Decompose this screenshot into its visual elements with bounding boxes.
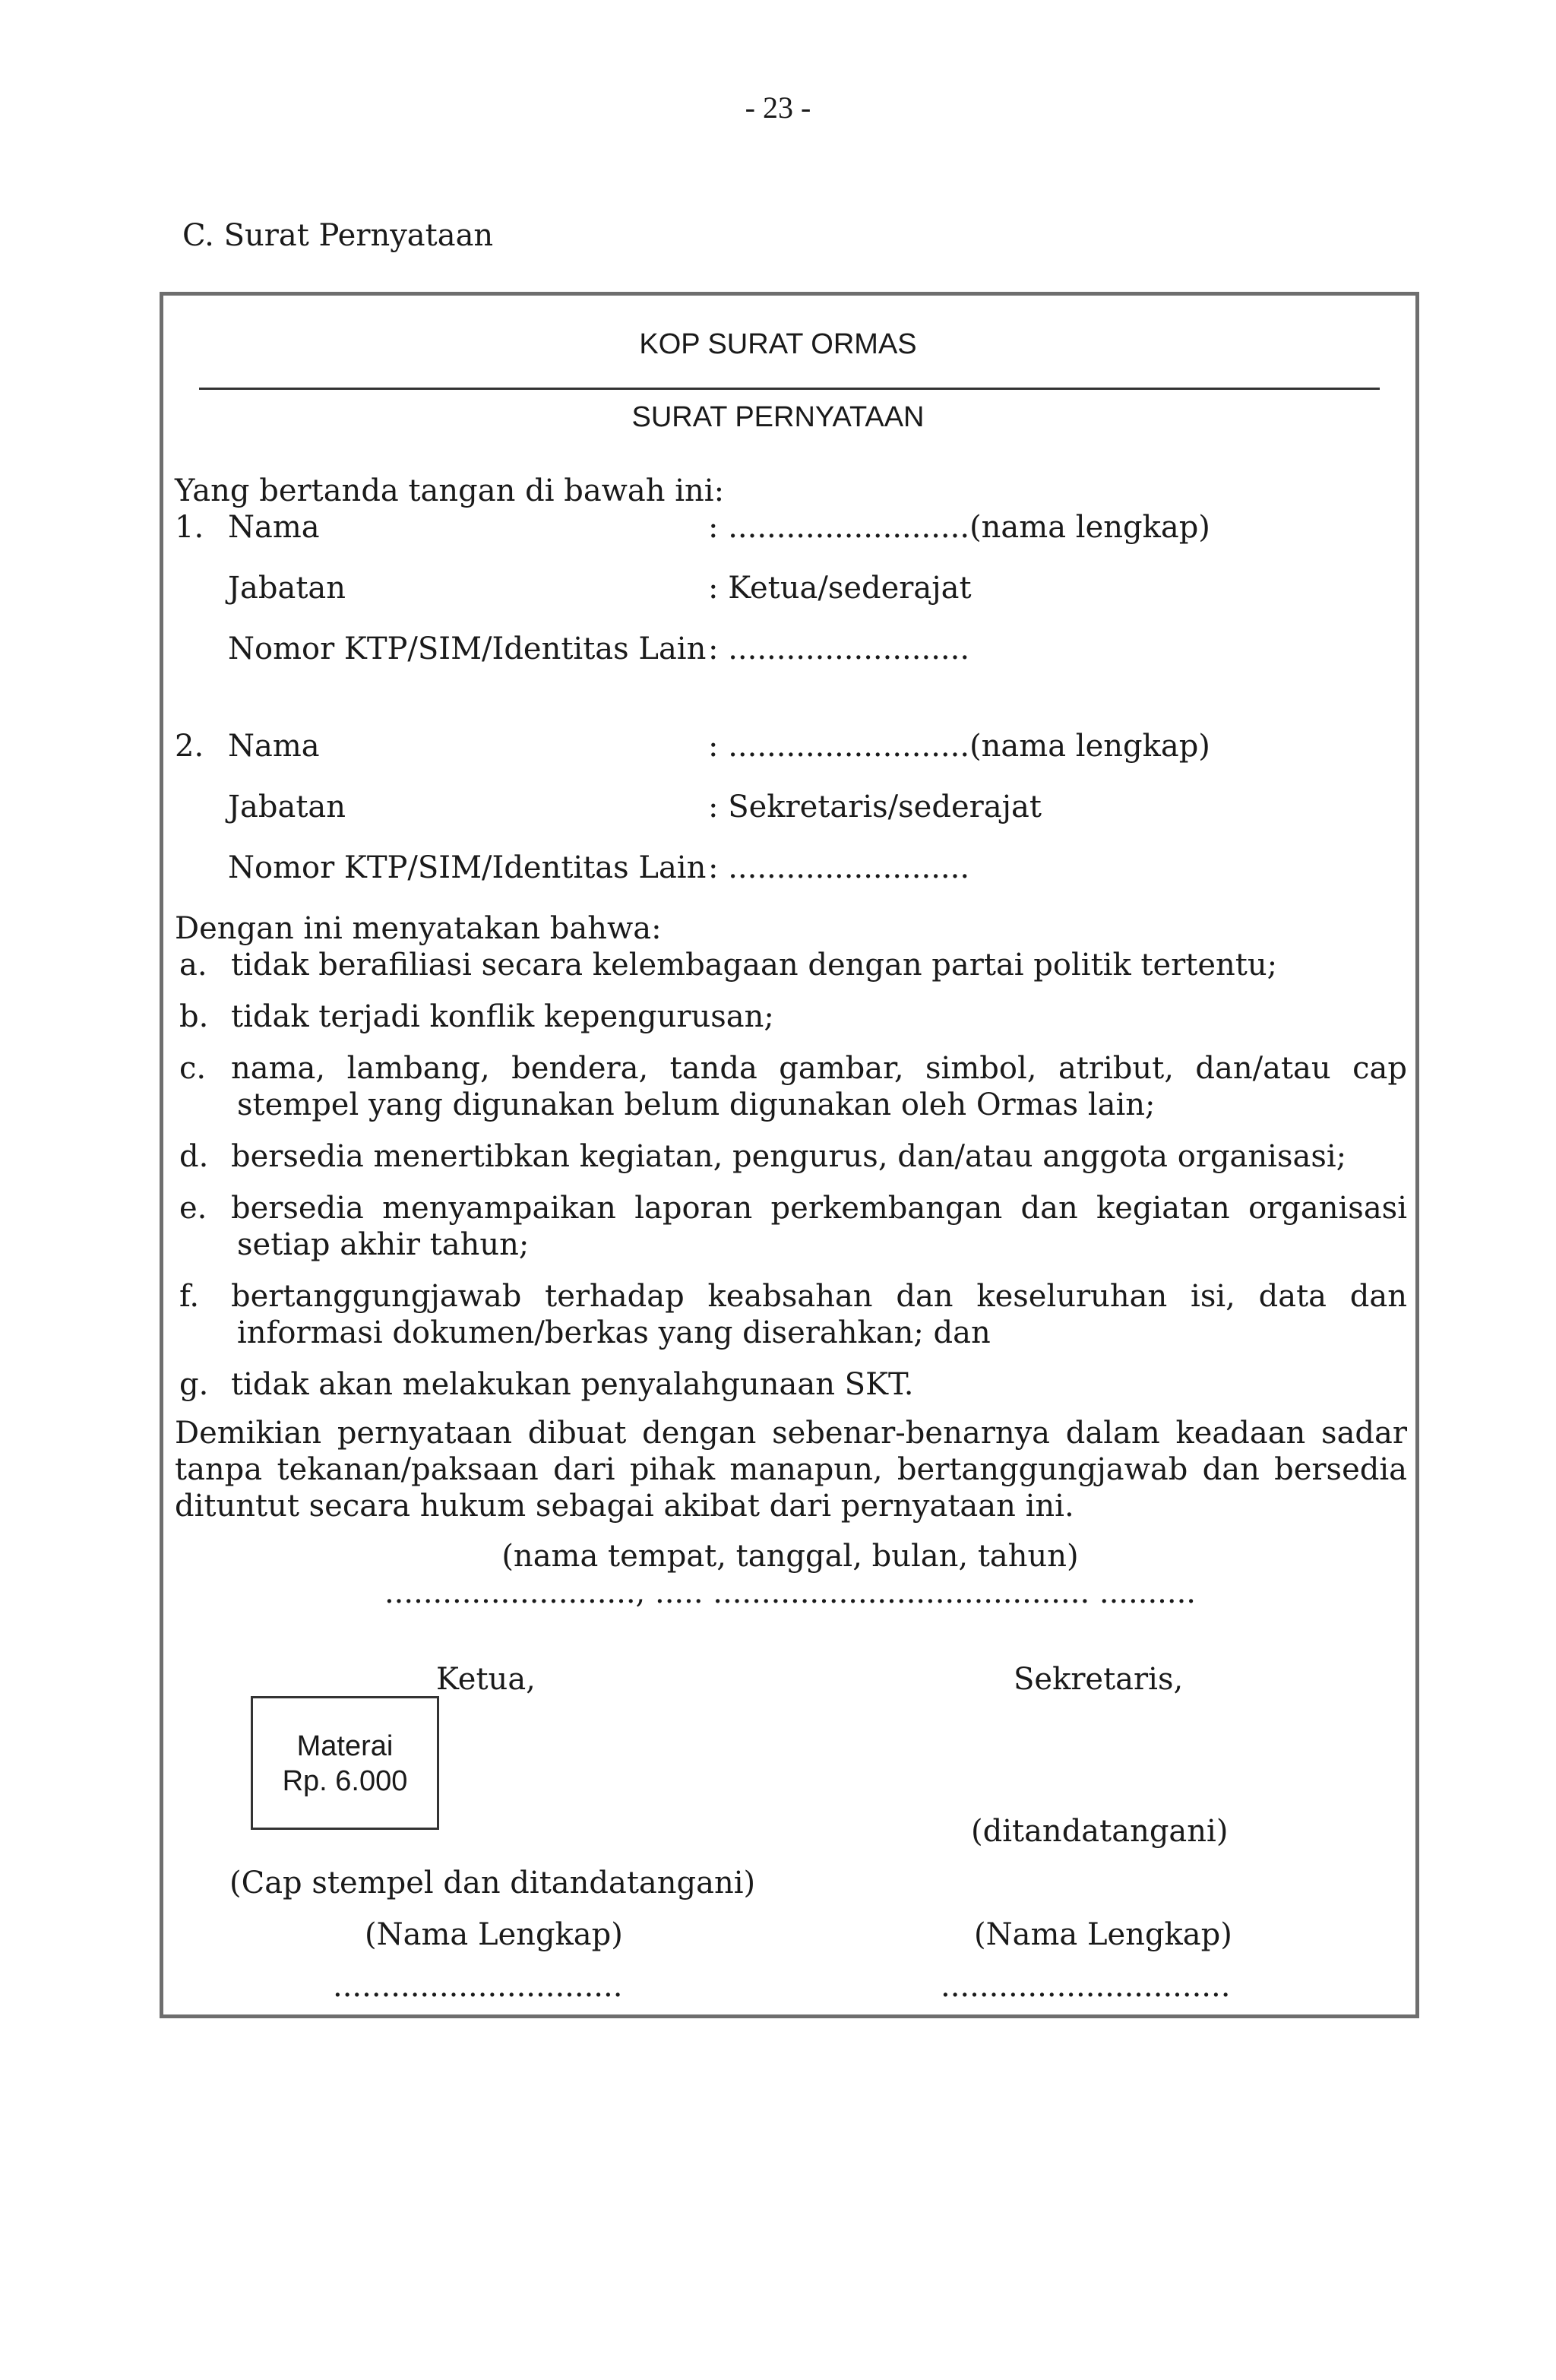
chairman-signed-note: (Cap stempel dan ditandatangani) [229, 1866, 756, 1901]
statement-text: bersedia menyampaikan laporan perkembangan dan kegiatan organisasi [231, 1191, 1407, 1226]
letterhead: KOP SURAT ORMAS [639, 328, 917, 360]
secretary-signed-note: (ditandatangani) [971, 1814, 1229, 1849]
statement-text: informasi dokumen/berkas yang diserahkan; dan [237, 1315, 991, 1350]
chairman-name-label: (Nama Lengkap) [365, 1917, 623, 1952]
field-label: Nama [228, 510, 320, 545]
form-title: SURAT PERNYATAAN [631, 401, 925, 433]
statement-text: bertanggungjawab terhadap keabsahan dan keseluruhan isi, data dan [231, 1279, 1407, 1314]
closing-paragraph-line: Demikian pernyataan dibuat dengan sebenar-benarnya dalam keadaan sadar [175, 1416, 1407, 1451]
secretary-name-label: (Nama Lengkap) [974, 1917, 1232, 1952]
field-label: Nama [228, 729, 320, 764]
chairman-name-dots: .............................. [333, 1969, 623, 2004]
closing-paragraph-line: dituntut secara hukum sebagai akibat dari pernyataan ini. [175, 1489, 1074, 1524]
field-value: : ......................... [708, 631, 970, 666]
stamp-text: Materai [296, 1730, 394, 1762]
statement-text: tidak terjadi konflik kepengurusan; [231, 999, 774, 1034]
statement-text: stempel yang digunakan belum digunakan oleh Ormas lain; [237, 1087, 1156, 1122]
statement-text: setiap akhir tahun; [237, 1227, 530, 1262]
statement-letter: c. [179, 1051, 207, 1086]
field-label: Jabatan [228, 790, 346, 824]
secretary-name-dots: .............................. [941, 1969, 1231, 2004]
field-value: : Ketua/sederajat [708, 571, 972, 606]
statement-letter: e. [179, 1191, 207, 1226]
field-label: Nomor KTP/SIM/Identitas Lain [228, 631, 707, 666]
field-value: : Sekretaris/sederajat [708, 790, 1042, 824]
secretary-role: Sekretaris, [1014, 1662, 1184, 1697]
statement-letter: a. [179, 948, 207, 983]
place-date-label: (nama tempat, tanggal, bulan, tahun) [501, 1539, 1079, 1574]
letterhead-divider [199, 388, 1380, 390]
stamp-amount: Rp. 6.000 [282, 1765, 408, 1797]
statement-letter: f. [179, 1279, 200, 1314]
statement-letter: g. [179, 1367, 209, 1402]
statement-text: tidak berafiliasi secara kelembagaan dengan partai politik tertentu; [231, 948, 1278, 983]
page-number: - 23 - [745, 90, 811, 125]
section-heading: C. Surat Pernyataan [182, 218, 494, 253]
field-label: Nomor KTP/SIM/Identitas Lain [228, 850, 707, 885]
signatory-number: 2. [175, 729, 204, 764]
statement-text: nama, lambang, bendera, tanda gambar, simbol, atribut, dan/atau cap [231, 1051, 1407, 1086]
intro-text: Yang bertanda tangan di bawah ini: [175, 473, 725, 508]
statement-letter: b. [179, 999, 209, 1034]
closing-paragraph-line: tanpa tekanan/paksaan dari pihak manapun, bertanggungjawab dan bersedia [175, 1452, 1407, 1487]
field-value: : ......................... [708, 850, 970, 885]
signatory-number: 1. [175, 510, 204, 545]
chairman-role: Ketua, [436, 1662, 536, 1697]
statement-letter: d. [179, 1139, 209, 1174]
statement-intro: Dengan ini menyatakan bahwa: [175, 911, 662, 946]
place-date-dots: .........................., ..... ....................................... .......... [384, 1575, 1197, 1610]
field-value: : .........................(nama lengkap) [708, 510, 1210, 545]
field-value: : .........................(nama lengkap) [708, 729, 1210, 764]
field-label: Jabatan [228, 571, 346, 606]
statement-text: tidak akan melakukan penyalahgunaan SKT. [231, 1367, 914, 1402]
duty-stamp-box [251, 1696, 439, 1830]
statement-text: bersedia menertibkan kegiatan, pengurus, dan/atau anggota organisasi; [231, 1139, 1347, 1174]
